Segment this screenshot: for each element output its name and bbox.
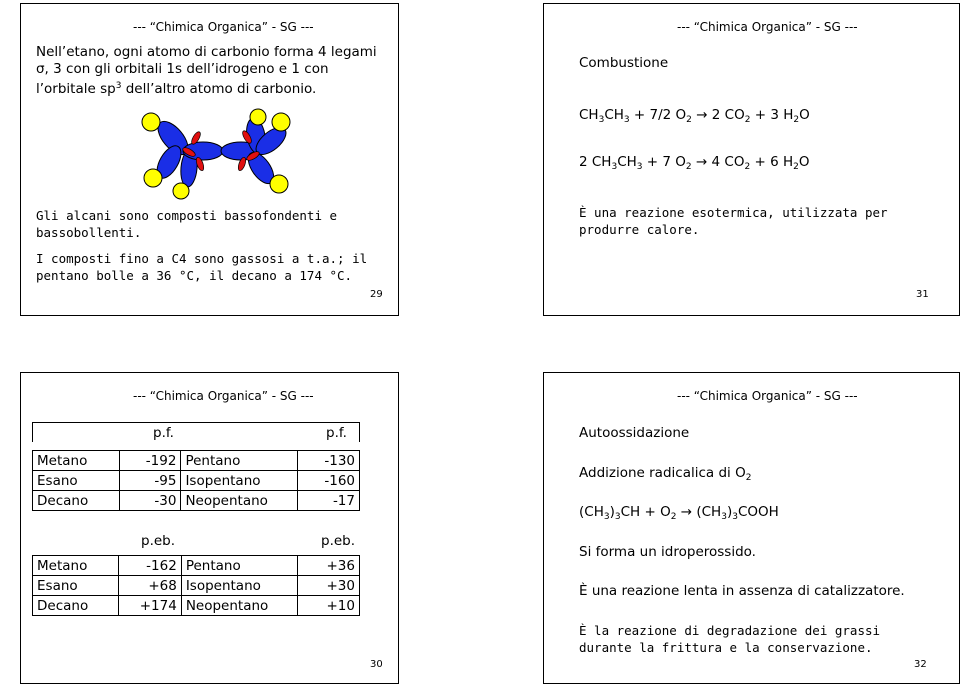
slide-header: --- “Chimica Organica” - SG --- bbox=[133, 389, 314, 403]
melting-point-label: p.f. bbox=[153, 425, 174, 441]
melting-point-table bbox=[32, 450, 360, 511]
hydrogen-atom bbox=[272, 113, 290, 131]
compound-name-cell: Esano bbox=[33, 471, 120, 491]
table-row bbox=[33, 491, 360, 511]
compound-name-cell: Neopentano bbox=[181, 491, 298, 511]
value-cell: +68 bbox=[119, 576, 181, 596]
compound-name-cell: Esano bbox=[33, 576, 119, 596]
table-row bbox=[33, 596, 360, 616]
value-cell: +174 bbox=[119, 596, 181, 616]
hydrogen-atom bbox=[250, 109, 266, 125]
boiling-point-label: p.eb. bbox=[141, 533, 176, 549]
slide-32 bbox=[543, 372, 960, 684]
fat-degradation-line: È la reazione di degradazione dei grassi durante la frittura e la conservazione. bbox=[579, 623, 881, 655]
boiling-point-table bbox=[32, 555, 360, 616]
slow-reaction-line: È una reazione lenta in assenza di catalizzatore. bbox=[579, 583, 905, 599]
table-row bbox=[33, 471, 360, 491]
hydrogen-atom bbox=[173, 183, 189, 199]
exothermic-note: È una reazione esotermica, utilizzata per produrre calore. bbox=[579, 205, 888, 237]
boiling-point-label: p.eb. bbox=[321, 533, 356, 549]
compound-name-cell: Metano bbox=[33, 451, 120, 471]
compound-name-cell: Pentano bbox=[181, 451, 298, 471]
compound-name-cell: Metano bbox=[33, 556, 119, 576]
page-number: 30 bbox=[370, 659, 383, 670]
hydrogen-atom bbox=[270, 175, 288, 193]
table-row bbox=[33, 451, 360, 471]
page-number: 32 bbox=[914, 659, 927, 670]
slide-title: Combustione bbox=[579, 55, 669, 71]
slide-30 bbox=[20, 372, 399, 684]
page-number: 31 bbox=[916, 289, 929, 300]
slide-header: --- “Chimica Organica” - SG --- bbox=[133, 20, 314, 34]
table-row bbox=[33, 576, 360, 596]
reaction-arrow-icon: → bbox=[696, 107, 708, 123]
value-cell: -160 bbox=[298, 471, 360, 491]
compound-name-cell: Isopentano bbox=[181, 576, 298, 596]
compound-name-cell: Decano bbox=[33, 596, 119, 616]
page-number: 29 bbox=[370, 289, 383, 300]
value-cell: -162 bbox=[119, 556, 181, 576]
radical-addition-line: Addizione radicalica di $O_2$ bbox=[579, 465, 752, 483]
ethane-orbital-diagram bbox=[131, 108, 291, 200]
value-cell: -192 bbox=[119, 451, 181, 471]
value-cell: -17 bbox=[298, 491, 360, 511]
melting-point-label: p.f. bbox=[326, 425, 347, 441]
hydrogen-atom bbox=[142, 113, 160, 131]
compound-name-cell: Decano bbox=[33, 491, 120, 511]
gases-paragraph: I composti fino a C4 sono gassosi a t.a.; il pentano bolle a 36 °C, il decano a 174 °C. bbox=[36, 251, 368, 283]
intro-text: Nell’etano, ogni atomo di carbonio forma 4 legami σ, 3 con gli orbitali 1s dell’idrogeno e 1 con l’orbitale $sp^3$ dell’altro atomo di carbonio. bbox=[36, 44, 377, 97]
value-cell: +30 bbox=[298, 576, 360, 596]
value-cell: +10 bbox=[298, 596, 360, 616]
slide-title: Autoossidazione bbox=[579, 425, 690, 441]
compound-name-cell: Isopentano bbox=[181, 471, 298, 491]
hydrogen-atom bbox=[144, 169, 162, 187]
value-cell: -95 bbox=[119, 471, 181, 491]
combustion-equation-2: 2 $CH_3CH_3 + 7$ $O_2 \to 4$ $CO_2 + 6$ $H_2O$ bbox=[579, 154, 810, 172]
reaction-arrow-icon: → bbox=[695, 154, 708, 170]
value-cell: -130 bbox=[298, 451, 360, 471]
table-row bbox=[33, 556, 360, 576]
hydroperoxide-line: Si forma un idroperossido. bbox=[579, 544, 756, 560]
combustion-equation-1: $CH_3CH_3 + 7/2$ $O_2 \to 2$ $CO_2 + 3$ $H_2O$ bbox=[579, 107, 810, 125]
slide-29 bbox=[20, 3, 399, 316]
value-cell: -30 bbox=[119, 491, 181, 511]
reaction-arrow-icon: → bbox=[680, 504, 693, 520]
value-cell: +36 bbox=[298, 556, 360, 576]
slide-header: --- “Chimica Organica” - SG --- bbox=[677, 20, 858, 34]
compound-name-cell: Neopentano bbox=[181, 596, 298, 616]
compound-name-cell: Pentano bbox=[181, 556, 298, 576]
autoxidation-equation: $(CH_3)_3CH + O_2$ → $(CH_3)_3COOH$ bbox=[579, 504, 779, 522]
alkanes-paragraph: Gli alcani sono composti bassofondenti e bassobollenti. bbox=[36, 208, 338, 240]
slide-header: --- “Chimica Organica” - SG --- bbox=[677, 389, 858, 403]
slide-31 bbox=[543, 3, 960, 316]
table-header-frame bbox=[32, 422, 360, 442]
